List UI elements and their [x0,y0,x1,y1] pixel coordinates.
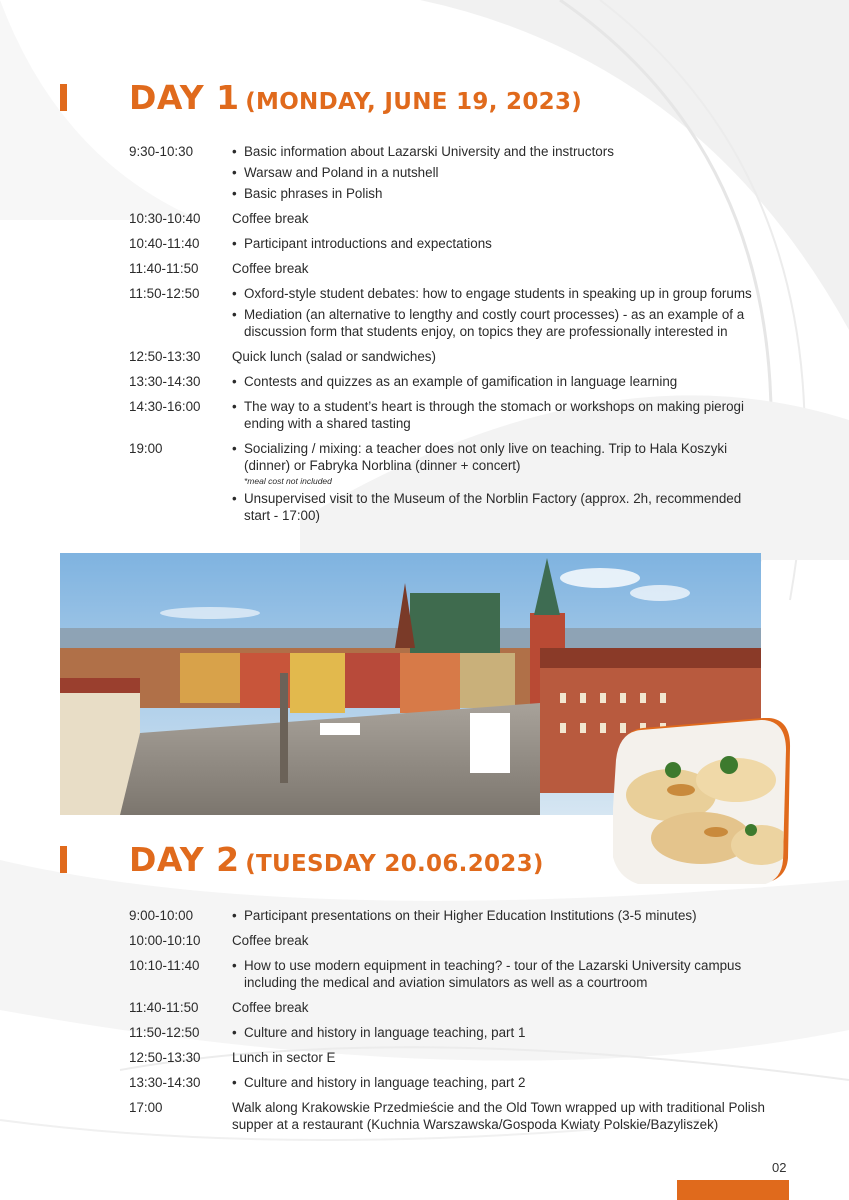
day1-schedule [129,143,769,524]
footer-accent-bar [677,1180,789,1200]
day2-heading [129,840,544,879]
meal-cost-note: *meal cost not included [244,476,332,486]
agenda-text: Lunch in sector E [232,1050,336,1065]
day2-title: DAY 2 [129,840,240,879]
time-slot: 10:10-11:40 [129,958,200,973]
time-slot: 10:00-10:10 [129,933,201,948]
day1-title: DAY 1 [129,78,240,117]
agenda-item: • Basic phrases in Polish [232,185,769,202]
day2-schedule [129,907,769,1133]
schedule-row [129,1074,769,1099]
time-slot: 10:40-11:40 [129,236,200,251]
agenda-text: Coffee break [232,1000,309,1015]
schedule-row [129,398,769,440]
schedule-row [129,1099,769,1133]
agenda-item: • Culture and history in language teaching, part 1 [232,1024,769,1041]
time-slot: 19:00 [129,441,163,456]
agenda-item: • Mediation (an alternative to lengthy and costly court processes) - as an example of a discussion form that students enjoy, on topics they are professionally interested in [232,306,769,340]
agenda-text: Walk along Krakowskie Przedmieście and the Old Town wrapped up with traditional Polish supper at a restaurant (Kuchnia Warszawska/Gospoda Kwiaty Polskie/Bazyliszek) [232,1100,765,1132]
schedule-row [129,957,769,999]
schedule-row [129,440,769,524]
day1-heading [129,78,582,117]
agenda-item: • Contests and quizzes as an example of gamification in language learning [232,373,769,390]
agenda-text: Coffee break [232,261,309,276]
agenda-item: • Participant introductions and expectations [232,235,769,252]
schedule-row [129,210,769,235]
pierogi-photo [613,718,791,884]
time-slot: 14:30-16:00 [129,399,201,414]
schedule-row [129,348,769,373]
time-slot: 11:40-11:50 [129,261,199,276]
time-slot: 9:30-10:30 [129,144,194,159]
agenda-item: • Culture and history in language teaching, part 2 [232,1074,769,1091]
agenda-item: • Participant presentations on their Higher Education Institutions (3-5 minutes) [232,907,769,924]
day1-date: (MONDAY, JUNE 19, 2023) [245,89,583,115]
schedule-row [129,999,769,1024]
schedule-row [129,373,769,398]
schedule-row [129,235,769,260]
schedule-row [129,285,769,348]
schedule-row [129,1049,769,1074]
schedule-row [129,143,769,210]
time-slot: 13:30-14:30 [129,374,201,389]
agenda-text: Coffee break [232,933,309,948]
agenda-item: • How to use modern equipment in teaching? - tour of the Lazarski University campus including the medical and aviation simulators as well as a courtroom [232,957,769,991]
agenda-item: • Warsaw and Poland in a nutshell [232,164,769,181]
agenda-item: • Socializing / mixing: a teacher does not only live on teaching. Trip to Hala Koszyki (dinner) or Fabryka Norblina (dinner + concert) [232,440,769,474]
time-slot: 12:50-13:30 [129,349,201,364]
page-number: 02 [772,1160,787,1175]
time-slot: 11:50-12:50 [129,1025,200,1040]
day2-accent-bar [60,846,67,873]
schedule-row [129,1024,769,1049]
time-slot: 17:00 [129,1100,163,1115]
day2-date: (TUESDAY 20.06.2023) [245,851,544,877]
agenda-item: • The way to a student’s heart is through the stomach or workshops on making pierogi ending with a shared tasting [232,398,769,432]
schedule-row [129,907,769,932]
time-slot: 11:40-11:50 [129,1000,199,1015]
agenda-text: Coffee break [232,211,309,226]
schedule-row [129,932,769,957]
time-slot: 12:50-13:30 [129,1050,201,1065]
agenda-item: • Oxford-style student debates: how to engage students in speaking up in group forums [232,285,769,302]
agenda-text: Quick lunch (salad or sandwiches) [232,349,436,364]
time-slot: 10:30-10:40 [129,211,201,226]
schedule-row [129,260,769,285]
time-slot: 11:50-12:50 [129,286,200,301]
day1-accent-bar [60,84,67,111]
time-slot: 9:00-10:00 [129,908,194,923]
time-slot: 13:30-14:30 [129,1075,201,1090]
agenda-item: • Unsupervised visit to the Museum of the Norblin Factory (approx. 2h, recommended start - 17:00) [232,490,769,524]
agenda-item: • Basic information about Lazarski University and the instructors [232,143,769,160]
